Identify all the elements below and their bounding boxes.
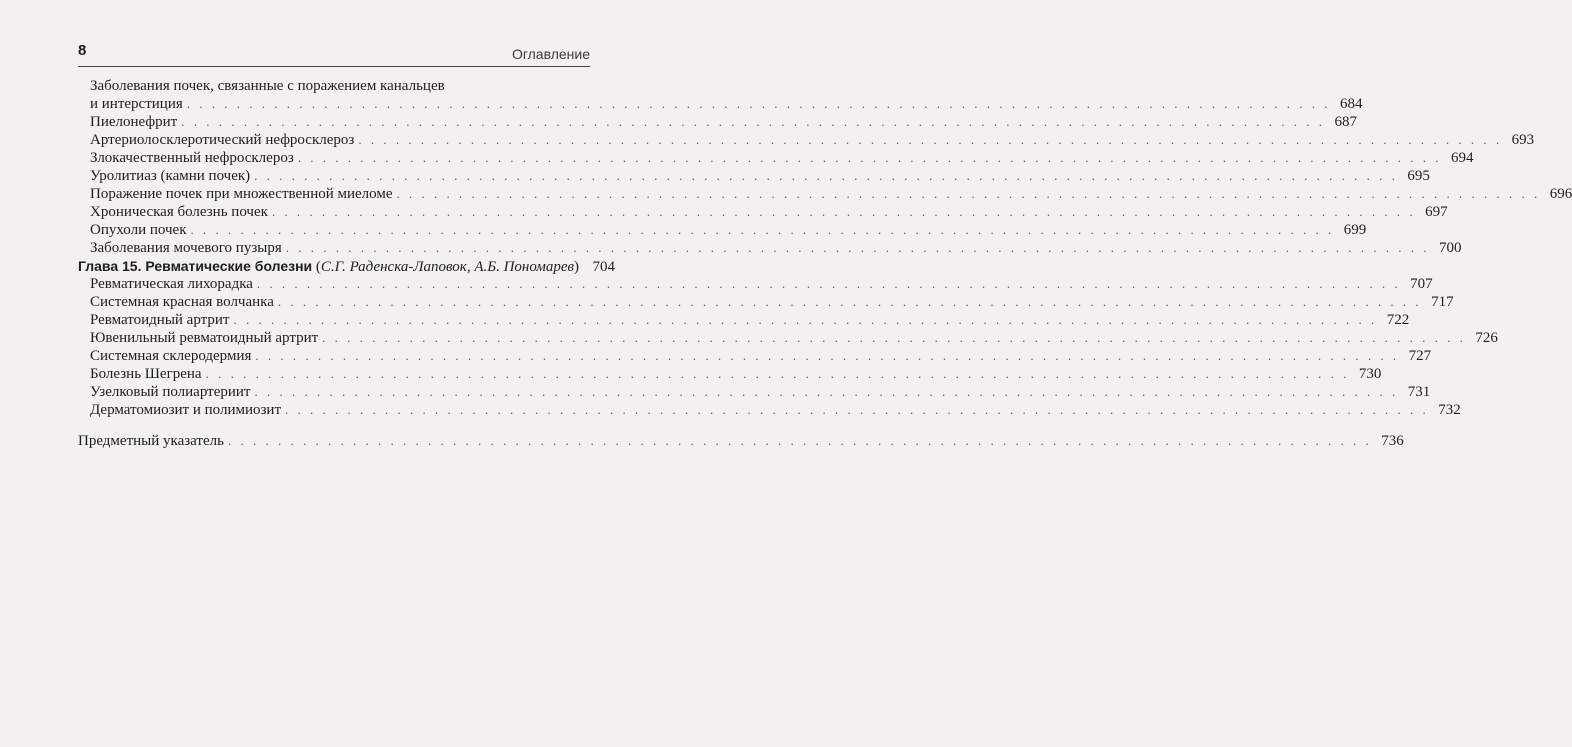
toc-entry[interactable] <box>78 149 1474 167</box>
toc-entry[interactable] <box>78 167 1430 185</box>
toc-entry-page: 697 <box>1425 204 1448 220</box>
leader-dots <box>286 239 1430 257</box>
toc-entry-page: 704 <box>592 259 616 275</box>
leader-dots <box>272 203 1416 221</box>
leader-dots <box>228 432 1372 450</box>
toc-entry-page: 687 <box>1334 114 1357 130</box>
leader-dots <box>254 167 1398 185</box>
leader-dots <box>190 221 1334 239</box>
toc-entry-title: Болезнь Шегрена <box>90 366 202 382</box>
toc-entry[interactable] <box>78 383 1431 401</box>
toc-entry[interactable] <box>78 293 1454 311</box>
toc-entry-title: Артериолосклеротический нефросклероз <box>90 132 355 148</box>
leader-dots <box>254 383 1398 401</box>
leader-dots <box>358 131 1502 149</box>
chapter-heading <box>78 257 579 276</box>
toc-entry-title: Системная склеродермия <box>90 348 252 364</box>
toc-entry-page: 717 <box>1431 294 1454 310</box>
toc-entry-page: 736 <box>1381 433 1404 449</box>
toc-entry-title: Пиелонефрит <box>90 114 178 130</box>
toc-entry-page: 731 <box>1407 384 1431 400</box>
toc-entry-title: Опухоли почек <box>90 222 187 238</box>
toc-entry-title: Дерматомиозит и полимиозит <box>90 402 282 418</box>
toc-entry-page: 732 <box>1438 402 1461 418</box>
toc-entry-page: 726 <box>1475 330 1498 346</box>
toc-index-entry[interactable] <box>78 432 1404 450</box>
toc-entry-title: Ревматическая лихорадка <box>90 276 253 292</box>
leader-dots <box>285 401 1429 419</box>
toc-entry-page: 684 <box>1340 96 1363 112</box>
toc-chapter-15[interactable] <box>78 257 616 275</box>
toc-entry-page: 707 <box>1410 276 1433 292</box>
toc-entry[interactable] <box>78 113 1357 131</box>
toc-entry-title: Ювенильный ревматоидный артрит <box>90 330 319 346</box>
toc-entry[interactable] <box>78 131 1535 149</box>
toc-entry-page: 730 <box>1358 366 1382 382</box>
toc-entry-title-cont: и интерстиция <box>90 96 183 112</box>
leader-dots <box>298 149 1442 167</box>
toc-entry[interactable] <box>78 239 1462 257</box>
leader-dots <box>233 311 1377 329</box>
toc-entry-page: 696 <box>1549 186 1572 202</box>
toc-entry-page: 695 <box>1407 168 1430 184</box>
toc-entry-title: Злокачественный нефросклероз <box>90 150 294 166</box>
toc-entry-page: 694 <box>1451 150 1474 166</box>
page-number: 8 <box>78 42 87 59</box>
leader-dots <box>278 293 1422 311</box>
toc-entry-title: Системная красная волчанка <box>90 294 274 310</box>
toc-entry[interactable] <box>78 77 1363 113</box>
toc-entry-title: Узелковый полиартериит <box>90 384 251 400</box>
running-header <box>78 40 590 67</box>
toc-entry[interactable] <box>78 401 1461 419</box>
toc-entry-title: Поражение почек при множественной миеломе <box>90 186 393 202</box>
toc-entry-page: 693 <box>1511 132 1535 148</box>
toc-entry-page: 722 <box>1386 312 1410 328</box>
chapter-label: Глава 15. Ревматические болезни <box>78 258 313 274</box>
toc-entry-page: 727 <box>1408 348 1432 364</box>
toc-entry[interactable] <box>78 365 1382 383</box>
leader-dots <box>206 365 1350 383</box>
toc-entry-title: Уролитиаз (камни почек) <box>90 168 251 184</box>
running-title: Оглавление <box>511 46 590 62</box>
toc-entry-title: Хроническая болезнь почек <box>90 204 268 220</box>
toc-entry[interactable] <box>78 221 1367 239</box>
toc-entry-title: Заболевания почек, связанные с поражением канальцев <box>90 78 445 94</box>
leader-dots <box>187 95 1331 113</box>
leader-dots <box>397 185 1541 203</box>
toc-entry[interactable] <box>78 347 1432 365</box>
authors-open-paren: ( <box>312 259 321 275</box>
table-of-contents <box>78 77 1572 450</box>
toc-entry[interactable] <box>78 311 1410 329</box>
toc-entry[interactable] <box>78 203 1448 221</box>
toc-entry-title: Предметный указатель <box>78 433 224 449</box>
toc-entry-title: Ревматоидный артрит <box>90 312 230 328</box>
leader-dots <box>257 275 1401 293</box>
leader-dots <box>255 347 1399 365</box>
chapter-authors: С.Г. Раденска-Лаповок, А.Б. Пономарев <box>320 259 575 275</box>
toc-entry[interactable] <box>78 329 1498 347</box>
toc-entry-page: 699 <box>1343 222 1367 238</box>
toc-entry[interactable] <box>78 275 1433 293</box>
leader-dots <box>322 329 1466 347</box>
authors-close-paren: ) <box>574 259 580 275</box>
leader-dots <box>181 113 1325 131</box>
toc-entry[interactable] <box>78 185 1572 203</box>
toc-entry-page: 700 <box>1439 240 1462 256</box>
toc-entry-title: Заболевания мочевого пузыря <box>90 240 282 256</box>
